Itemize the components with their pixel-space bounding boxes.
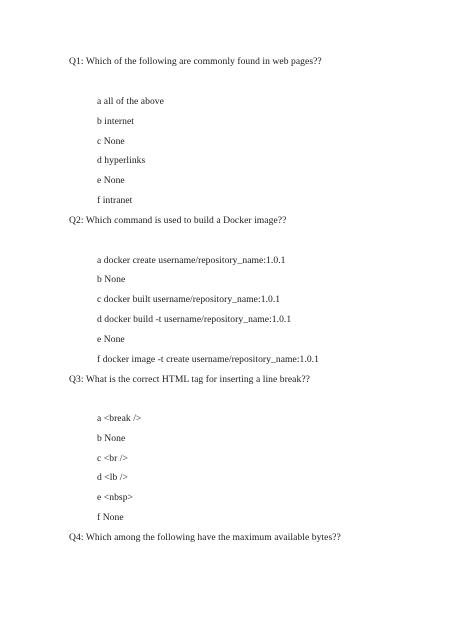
q1-option-e: e None <box>97 175 125 186</box>
q2-option-a: a docker create username/repository_name:1.0.1 <box>97 255 286 266</box>
q3-option-d: d <lb /> <box>97 472 128 483</box>
q3-option-b: b None <box>97 433 126 444</box>
q3-option-f: f None <box>97 512 124 523</box>
question-1: Q1: Which of the following are commonly found in web pages?? <box>69 56 322 67</box>
q2-option-f: f docker image -t create username/repository_name:1.0.1 <box>97 354 319 365</box>
q2-option-d: d docker build -t username/repository_name:1.0.1 <box>97 314 292 325</box>
q3-option-a: a <break /> <box>97 413 142 424</box>
q2-option-b: b None <box>97 274 126 285</box>
q3-option-c: c <br /> <box>97 453 128 464</box>
question-2: Q2: Which command is used to build a Docker image?? <box>69 215 287 226</box>
q2-option-c: c docker built username/repository_name:1.0.1 <box>97 294 281 305</box>
q1-option-b: b internet <box>97 116 134 127</box>
q1-option-f: f intranet <box>97 195 133 206</box>
q1-option-a: a all of the above <box>97 96 164 107</box>
question-4: Q4: Which among the following have the maximum available bytes?? <box>69 532 341 543</box>
q3-option-e: e <nbsp> <box>97 492 134 503</box>
q2-option-e: e None <box>97 334 125 345</box>
question-3: Q3: What is the correct HTML tag for inserting a line break?? <box>69 374 310 385</box>
q1-option-d: d hyperlinks <box>97 155 146 166</box>
q1-option-c: c None <box>97 136 125 147</box>
